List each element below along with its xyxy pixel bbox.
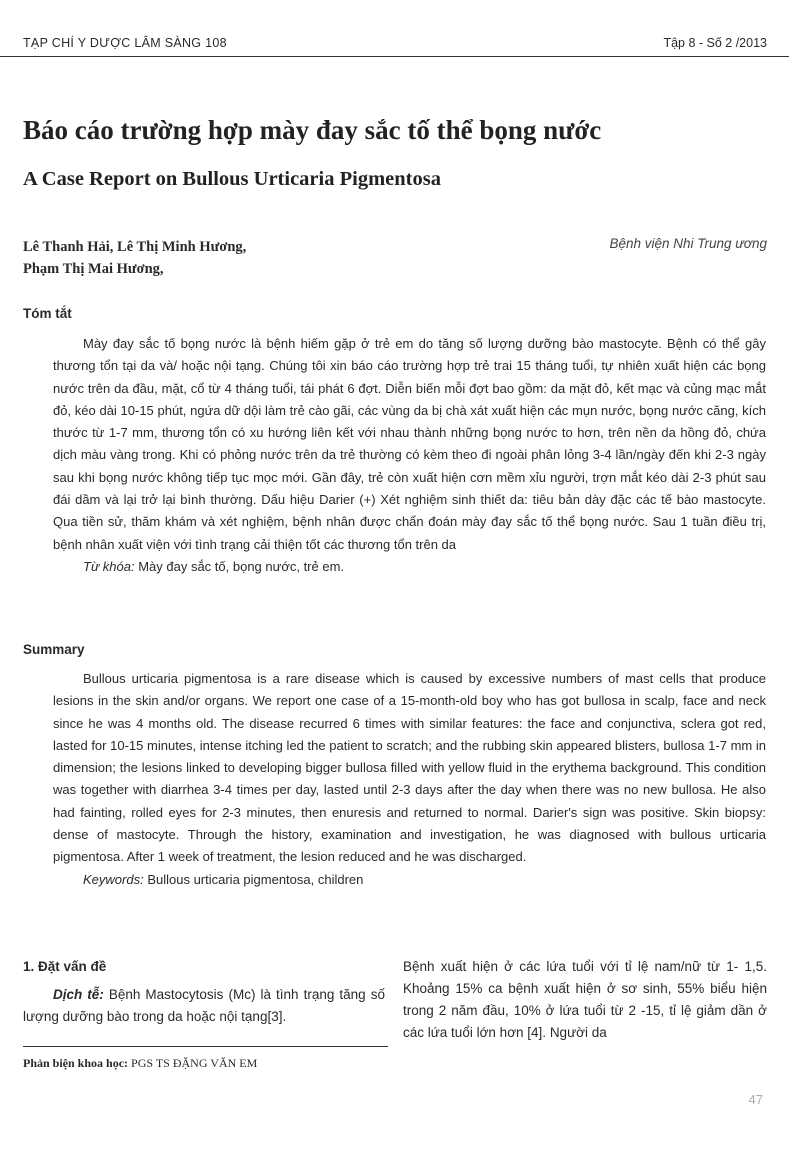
abstract-en [53,668,766,891]
affiliation: Bệnh viện Nhi Trung ương [609,236,767,251]
authors [23,236,383,280]
title-english: A Case Report on Bullous Urticaria Pigmentosa [23,168,441,190]
abstract-vi-heading: Tóm tắt [23,306,72,321]
title-vietnamese: Báo cáo trường hợp mày đay sắc tố thể bọng nước [23,115,602,145]
keywords-vi [53,556,766,578]
section-1-right-text: Bệnh xuất hiện ở các lứa tuổi với tỉ lệ nam/nữ từ 1- 1,5. Khoảng 15% ca bệnh xuất hiện ở sơ sinh, 55% biểu hiện trong 2 năm đầu, 10% ở lứa tuổi từ 2 -15, tỉ lệ giảm dần ở các lứa tuổi lớn hơn [4]. Người da [403,959,767,1040]
header-divider [0,56,789,57]
abstract-vi-body: Mày đay sắc tố bọng nước là bệnh hiếm gặp ở trẻ em do tăng số lượng dưỡng bào mastocyte. Bệnh có thể gây thương tổn tại da và/ hoặc nội tạng. Chúng tôi xin báo cáo trường hợp trẻ trai 15 tháng tuổi, tự nhiên xuất hiện các bọng nước trên da đầu, mặt, cổ từ 4 tháng tuổi, tái phát 6 đợt. Diễn biến mỗi đợt bao gồm: da mặt đỏ, kết mạc và củng mạc mắt đỏ, kéo dài 10-15 phút, ngứa dữ dội làm trẻ cào gãi, các vùng da bị chà xát xuất hiện các mụn nước, bọng nước căng, kích thước từ 1-7 mm, thương tổn có xu hướng liên kết với nhau thành những bọng nước to hơn, trên nền da hồng đỏ, chứa dịch màu vàng trong. Khi có phỏng nước trên da trẻ thường có kèm theo đi ngoài phân lỏng 3-4 lần/ngày đến khi 2-3 ngày sau khi bọng nước không tiếp tục mọc mới. Gần đây, trẻ còn xuất hiện cơn mềm xỉu người, trợn mắt kéo dài 2-3 phút sau đái dầm và lại trở lại bình thường. Dấu hiệu Darier (+) Xét nghiệm sinh thiết da: tiêu bản dày đặc các tế bào mastocyte. Qua tiền sử, thăm khám và xét nghiệm, bệnh nhân được chẩn đoán mày đay sắc tố thể bọng nước. Sau 1 tuần điều trị, bệnh nhân xuất viện với tình trạng cải thiện tốt các thương tổn trên da [53,336,766,552]
keywords-en-label: Keywords: [83,871,144,887]
page-number: 47 [748,1092,763,1107]
section-1-left-text: Bệnh Mastocytosis (Mc) là tình trạng tăng số lượng dưỡng bào trong da hoặc nội tạng[3]. [23,987,385,1024]
footnote [23,1056,257,1071]
authors-line-1: Lê Thanh Hải, Lê Thị Minh Hương, [23,239,247,255]
footnote-divider [23,1046,388,1047]
abstract-vi [53,333,766,578]
journal-name: TẠP CHÍ Y DƯỢC LÂM SÀNG 108 [23,36,227,50]
abstract-en-body: Bullous urticaria pigmentosa is a rare disease which is caused by excessive numbers of mast cells that produce lesions in the skin and/or organs. We report one case of a 15-month-old boy who has got bullosa in scalp, face and neck since he was 4 months old. The disease recurred 6 times with similar features: the face and conjunctiva, sclera got red, lasted for 10-15 minutes, intense itching led the patient to scratch; and the rubbing skin appeared blisters, bullosa 1-7 mm in dimension; the lesions linked to developing bigger bullosa filled with yellow fluid in the erythema background. This condition was together with diarrhea 3-4 times per day, lasted until 2-3 days after the day when there was no new bullosa. He also had fainting, rolled eyes for 2-3 minutes, then enuresis and returned to normal. Darier's sign was positive. Skin biopsy: dense of mastocyte. Through the history, examination and investigation, he was diagnosed with bullous urticaria pigmentosa. After 1 week of treatment, the lesion reduced and he was discharged. [53,671,766,865]
keywords-en-text: Bullous urticaria pigmentosa, children [143,871,364,887]
keywords-vi-label: Từ khóa: [83,558,135,574]
left-column [23,956,385,1028]
authors-line-2: Phạm Thị Mai Hương, [23,261,164,277]
keywords-en [53,869,766,891]
section-1-paragraph [23,984,385,1028]
issue-number: Tập 8 - Số 2 /2013 [663,36,767,50]
section-1-heading: 1. Đặt vấn đề [23,959,107,974]
footnote-value: PGS TS ĐẶNG VĂN EM [128,1056,258,1070]
epidemiology-lead: Dịch tễ: [53,987,104,1002]
keywords-vi-text: Mày đay sắc tố, bọng nước, trẻ em. [134,558,345,574]
footnote-label: Phản biện khoa học: [23,1056,129,1070]
summary-heading: Summary [23,642,85,657]
